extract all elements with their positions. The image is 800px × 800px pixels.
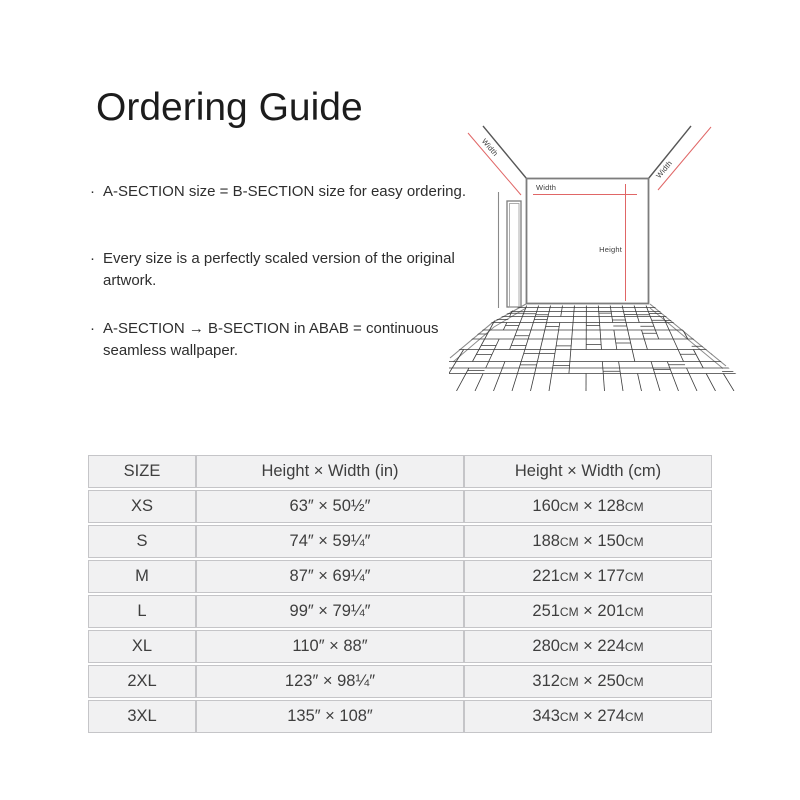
height-label-wall: Height bbox=[599, 245, 622, 254]
back-wall bbox=[527, 179, 649, 304]
inches-cell: 63″ × 50½″ bbox=[196, 490, 464, 523]
note-item: · A-SECTION size = B-SECTION size for easy ordering. bbox=[90, 181, 470, 204]
cm-cell: 160cm × 128cm bbox=[464, 490, 712, 523]
size-cell: 2XL bbox=[88, 665, 196, 698]
cm-cell: 188cm × 150cm bbox=[464, 525, 712, 558]
room-floor bbox=[444, 306, 745, 392]
table-row bbox=[88, 595, 712, 628]
note-item: · Every size is a perfectly scaled version of the original artwork. bbox=[90, 248, 470, 293]
cm-cell: 251cm × 201cm bbox=[464, 595, 712, 628]
inches-cell: 87″ × 69¼″ bbox=[196, 560, 464, 593]
cm-cell: 280cm × 224cm bbox=[464, 630, 712, 663]
inches-cell: 135″ × 108″ bbox=[196, 700, 464, 733]
width-label-right: Width bbox=[654, 158, 675, 181]
cm-cell: 343cm × 274cm bbox=[464, 700, 712, 733]
column-header-inches: Height × Width (in) bbox=[196, 455, 464, 488]
size-cell: L bbox=[88, 595, 196, 628]
inches-cell: 123″ × 98¼″ bbox=[196, 665, 464, 698]
inches-cell: 110″ × 88″ bbox=[196, 630, 464, 663]
ceiling-edge-right bbox=[649, 126, 692, 179]
size-table bbox=[88, 453, 712, 735]
column-header-size: SIZE bbox=[88, 455, 196, 488]
notes-list bbox=[90, 181, 470, 363]
page-title: Ordering Guide bbox=[96, 86, 363, 129]
column-header-cm: Height × Width (cm) bbox=[464, 455, 712, 488]
cm-cell: 312cm × 250cm bbox=[464, 665, 712, 698]
table-row bbox=[88, 525, 712, 558]
baseboard-right-2 bbox=[650, 308, 723, 369]
width-measure-left bbox=[468, 133, 521, 195]
inches-cell: 99″ × 79¼″ bbox=[196, 595, 464, 628]
table-row bbox=[88, 700, 712, 733]
cm-cell: 221cm × 177cm bbox=[464, 560, 712, 593]
table-row bbox=[88, 490, 712, 523]
size-cell: XL bbox=[88, 630, 196, 663]
width-measure-right bbox=[658, 127, 711, 190]
table-row bbox=[88, 665, 712, 698]
table-row bbox=[88, 560, 712, 593]
size-cell: XS bbox=[88, 490, 196, 523]
room-diagram bbox=[430, 95, 745, 405]
note-item: · A-SECTION → B-SECTION in ABAB = continuous seamless wallpaper. bbox=[90, 318, 470, 363]
inches-cell: 74″ × 59¼″ bbox=[196, 525, 464, 558]
size-table-header-row bbox=[88, 455, 712, 488]
width-label-left: Width bbox=[479, 136, 500, 158]
door-inner-frame bbox=[510, 204, 520, 308]
table-row bbox=[88, 630, 712, 663]
size-cell: M bbox=[88, 560, 196, 593]
width-label-wall: Width bbox=[536, 183, 557, 192]
size-cell: S bbox=[88, 525, 196, 558]
size-cell: 3XL bbox=[88, 700, 196, 733]
